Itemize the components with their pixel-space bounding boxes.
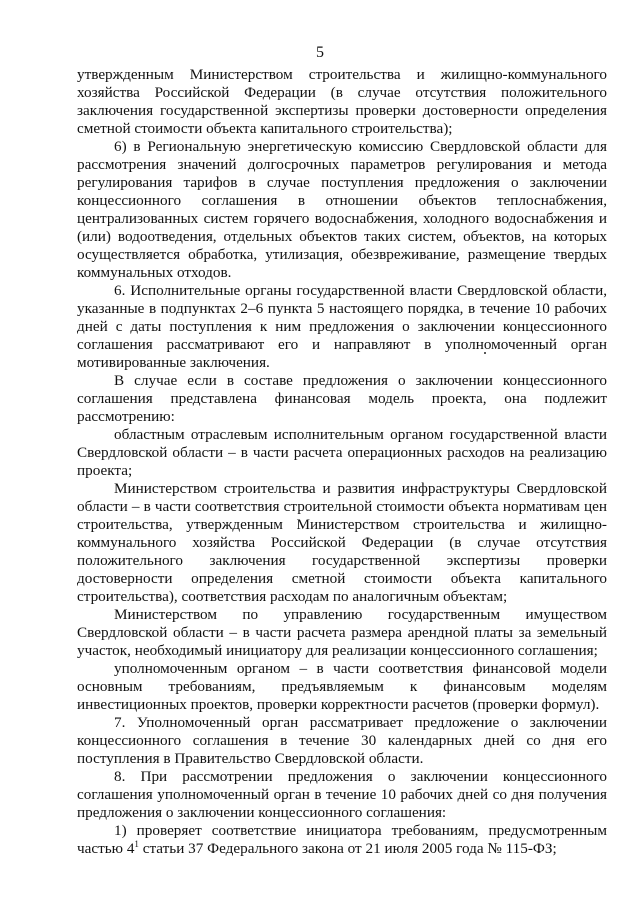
subpoint-1-text: 1) проверяет соответствие инициатора требованиям, предусмотренным частью 4 [77,822,607,857]
paragraph-regional-body: областным отраслевым исполнительным органом государственной власти Свердловской области – в части расчета операционных расходов на реализацию проекта; [77,426,607,479]
page-number: 5 [316,44,324,61]
paragraph-financial-model: В случае если в составе предложения о заключении концессионного соглашения представлена финансовая модель проекта, она подлежит рассмотрению: [77,372,607,425]
document-body [77,66,607,858]
paragraph-item-6-subpoint: 6) в Региональную энергетическую комиссию Свердловской области для рассмотрения значений долгосрочных параметров регулирования и метода регулирования тарифов в случае поступления предложения о заключении концессионного соглашения в отношении объектов теплоснабжения, централизованных систем горячего водоснабжения, холодного водоснабжения и (или) водоотведения, отдельных объектов таких систем, объектов, на которых осуществляется обработка, утилизация, обезвреживание, размещение твердых коммунальных отходов. [77,138,607,281]
paragraph-subpoint-1 [77,822,607,858]
paragraph-ministry-property: Министерством по управлению государственным имуществом Свердловской области – в части расчета размера арендной платы за земельный участок, необходимый инициатору для реализации концессионного соглашения; [77,606,607,659]
paragraph-point-6: 6. Исполнительные органы государственной власти Свердловской области, указанные в подпунктах 2–6 пункта 5 настоящего порядка, в течение 10 рабочих дней с даты поступления к ним предложения о заключении концессионного соглашения рассматривают его и направляют в уполномоченный орган мотивированные заключения. [77,282,607,371]
superscript: 1 [134,838,139,849]
paragraph-continuation: утвержденным Министерством строительства и жилищно-коммунального хозяйства Российской Федерации (в случае отсутствия положительного заключения государственной экспертизы проверки достоверности определения сметной стоимости объекта капитального строительства); [77,66,607,137]
subpoint-1-tail: статьи 37 Федерального закона от 21 июля 2005 года № 115-ФЗ; [138,840,557,857]
paragraph-authorized-body: уполномоченным органом – в части соответствия финансовой модели основным требованиям, предъявляемым к финансовым моделям инвестиционных проектов, проверки корректности расчетов (проверки формул). [77,660,607,713]
paragraph-ministry-construction: Министерством строительства и развития инфраструктуры Свердловской области – в части соответствия строительной стоимости объекта нормативам цен строительства, утвержденным Министерством строительства и жилищно-коммунального хозяйства Российской Федерации (в случае отсутствия положительного заключения государственной экспертизы проверки достоверности определения сметной стоимости объекта капитального строительства), соответствия расходам по аналогичным объектам; [77,480,607,605]
paragraph-point-7: 7. Уполномоченный орган рассматривает предложение о заключении концессионного соглашения в течение 30 календарных дней со дня его поступления в Правительство Свердловской области. [77,714,607,767]
paragraph-point-8: 8. При рассмотрении предложения о заключении концессионного соглашения уполномоченный орган в течение 10 рабочих дней со дня получения предложения о заключении концессионного соглашения: [77,768,607,821]
